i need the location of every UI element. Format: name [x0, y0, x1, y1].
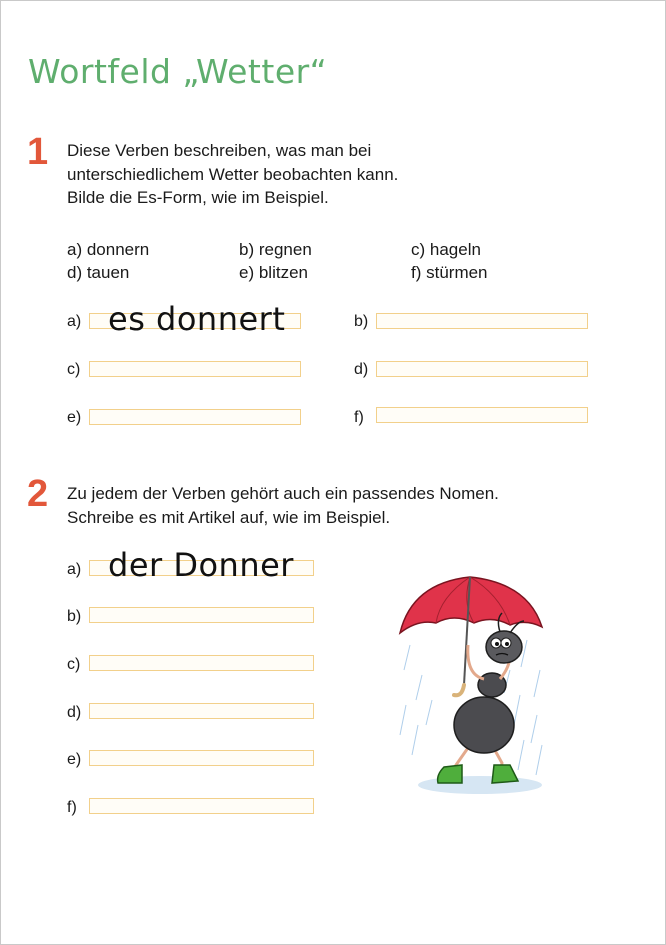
verb-d: d) tauen: [67, 263, 130, 282]
task-2-instruction-line: Zu jedem der Verben gehört auch ein passendes Nomen.: [67, 484, 499, 503]
answer-1d-label: d): [354, 361, 369, 378]
answer-1a-example: es donnert: [108, 300, 286, 338]
answer-2f-label: f): [67, 799, 77, 816]
answer-1a-label: a): [67, 313, 82, 330]
answer-1d-line[interactable]: [376, 361, 588, 377]
verb-f: f) stürmen: [411, 263, 488, 282]
page-title: Wortfeld „Wetter“: [28, 52, 328, 91]
verb-e: e) blitzen: [239, 263, 308, 282]
answer-2e-label: e): [67, 751, 82, 768]
task-2-instructions: [67, 482, 499, 529]
task-1-instruction-line: unterschiedlichem Wetter beobachten kann.: [67, 164, 399, 184]
answer-1c-label: c): [67, 361, 81, 378]
answer-1e-line[interactable]: [89, 409, 301, 425]
verb-b: b) regnen: [239, 240, 312, 259]
task-2-instruction-line: Schreibe es mit Artikel auf, wie im Beispiel.: [67, 507, 391, 527]
answer-2b-line[interactable]: [89, 607, 314, 623]
task-1-instruction-line: Bilde die Es-Form, wie im Beispiel.: [67, 188, 329, 207]
task-1-number: 1: [27, 131, 49, 173]
answer-1e-label: e): [67, 409, 82, 426]
answer-2d-label: d): [67, 704, 82, 721]
ant-with-umbrella-in-rain-icon: [392, 575, 552, 800]
task-1-instructions: [67, 139, 398, 210]
answer-1f-label: f): [354, 409, 364, 426]
task-1-instruction-line: Diese Verben beschreiben, was man bei: [67, 141, 372, 160]
task-2-number: 2: [27, 473, 49, 515]
answer-2c-label: c): [67, 656, 81, 673]
answer-1b-line[interactable]: [376, 313, 588, 329]
verb-a: a) donnern: [67, 240, 150, 259]
answer-2f-line[interactable]: [89, 798, 314, 814]
answer-1f-line[interactable]: [376, 407, 588, 423]
answer-2b-label: b): [67, 608, 82, 625]
answer-1c-line[interactable]: [89, 361, 301, 377]
answer-2d-line[interactable]: [89, 703, 314, 719]
answer-2c-line[interactable]: [89, 655, 314, 671]
answer-2a-label: a): [67, 561, 82, 578]
answer-1b-label: b): [354, 313, 369, 330]
verb-c: c) hageln: [411, 240, 481, 259]
answer-2e-line[interactable]: [89, 750, 314, 766]
answer-2a-example: der Donner: [108, 546, 294, 584]
